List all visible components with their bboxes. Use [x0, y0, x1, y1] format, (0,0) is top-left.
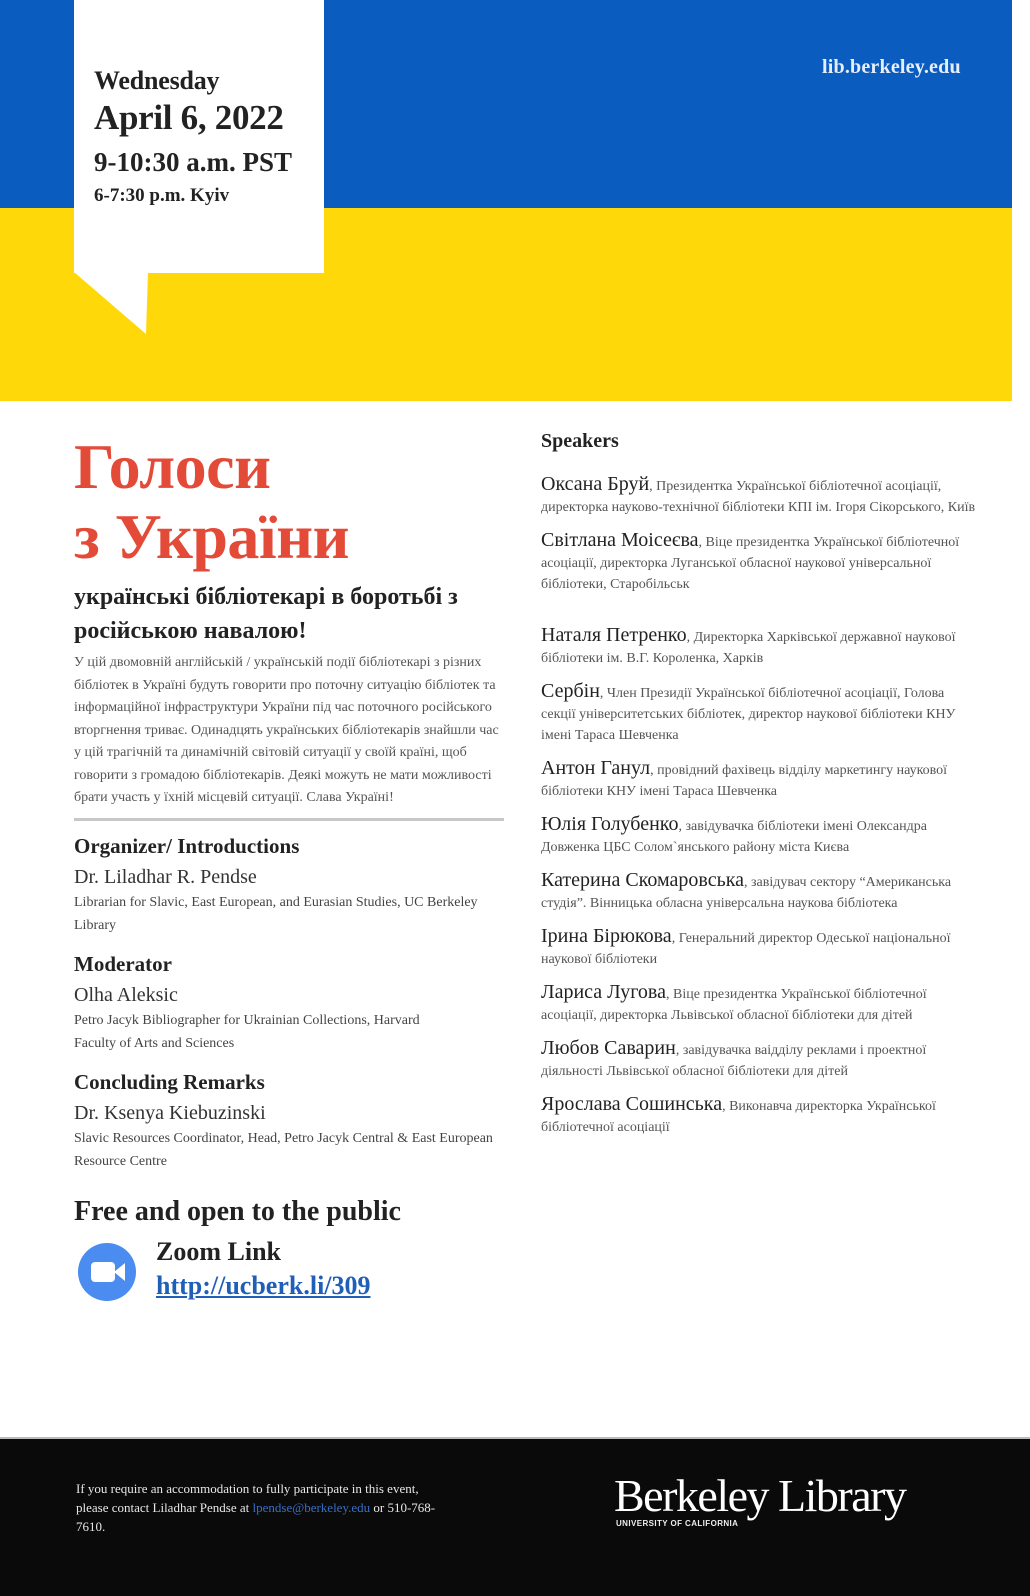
event-title-line1: Голоси [74, 431, 271, 502]
speaker-description: , Виконавча директорка Української бібліотечної асоціації [541, 1099, 936, 1135]
event-date: April 6, 2022 [94, 98, 284, 137]
speaker-description: , завідувачка бібліотеки імені Олександра Довженка ЦБС Солом`янського району міста Києва [541, 819, 927, 855]
speaker-item [541, 814, 981, 858]
role-heading: Moderator [74, 951, 172, 976]
speaker-item [541, 1038, 981, 1082]
person-title: Librarian for Slavic, East European, and Eurasian Studies, UC Berkeley Library [74, 894, 478, 933]
person-title: Petro Jacyk Bibliographer for Ukrainian Collections, Harvard Faculty of Arts and Sciences [74, 1012, 420, 1051]
speaker-item [541, 926, 981, 970]
speaker-name: Катерина Скомаровська [541, 869, 745, 891]
event-subtitle: українські бібліотекарі в боротьбі з російською навалою! [74, 584, 458, 644]
speaker-description: , Віце президентка Української бібліотечної асоціації, директорка Львівської обласної бібліотеки для дітей [541, 987, 927, 1023]
speaker-description: , завідувачка ваідділу реклами і проектної діяльності Львівської обласної бібліотеки для дітей [541, 1043, 927, 1079]
speaker-item [541, 982, 981, 1026]
speaker-name: Ірина Бірюкова [541, 925, 672, 947]
contact-phone-text: or 510-768-7610. [76, 1500, 436, 1534]
organizer-section [74, 833, 504, 937]
speaker-name: Любов Саварин [541, 1037, 676, 1059]
event-time-pst: 9-10:30 a.m. PST [94, 147, 292, 177]
accommodation-notice [76, 1479, 436, 1536]
speech-bubble-tail-icon [74, 272, 148, 336]
speaker-description: , Член Президії Української бібліотечної асоціації, Голова секції університетських бібліотек, директор наукової бібліотеки КНУ імені Тараса Шевченка [541, 686, 956, 743]
role-heading: Organizer/ Introductions [74, 833, 300, 858]
camera-lens-icon [114, 1263, 125, 1281]
speaker-item [541, 530, 981, 595]
event-day: Wednesday [94, 66, 220, 95]
zoom-url-link[interactable]: http://ucberk.li/309 [156, 1270, 371, 1300]
section-divider [74, 818, 504, 821]
footer [0, 1437, 1030, 1596]
person-name: Dr. Liladhar R. Pendse [74, 865, 257, 888]
speaker-name: Сербін [541, 680, 600, 702]
event-title-line2: з України [74, 501, 349, 572]
contact-email-link[interactable]: lpendse@berkeley.edu [252, 1500, 371, 1515]
person-title: Slavic Resources Coordinator, Head, Petro Jacyk Central & East European Resource Centre [74, 1130, 493, 1169]
speaker-item [541, 625, 981, 669]
speaker-description: , Директорка Харківської державної наукової бібліотеки ім. В.Г. Короленка, Харків [541, 630, 956, 666]
speaker-name: Світлана Моісеєва [541, 529, 699, 551]
speaker-name: Лариса Лугова [541, 981, 666, 1003]
event-title [74, 432, 504, 572]
free-admission-notice: Free and open to the public [74, 1195, 401, 1227]
speaker-description: , провідний фахівець відділу маркетингу наукової бібліотеки КНУ імені Тараса Шевченка [541, 763, 948, 799]
speaker-item [541, 1094, 981, 1138]
event-description: У цій двомовній англійській / українській події бібліотекарі з різних бібліотек в Україні будуть говорити про поточну ситуацію бібліотек та інформаційної інфраструктури України під час поточного російського вторгнення триває. Одинадцять українських бібліотекарів знайшли час у цій трагічній та динамічній світовій ситуації у своїй країні, щоб говорити з громадою бібліотекарів. Деякі можуть не мати можливості брати участь у їхній місцевій ситуації. Слава Україні! [74, 655, 499, 805]
speaker-name: Оксана Бруй [541, 473, 650, 495]
speaker-description: , Віце президентка Української бібліотечної асоціації, директорка Луганської обласної наукової універсальної бібліотеки, Старобільськ [541, 535, 960, 592]
zoom-link-label: Zoom Link [156, 1236, 281, 1266]
person-name: Dr. Ksenya Kiebuzinski [74, 1101, 266, 1124]
speaker-name: Антон Ганул [541, 757, 651, 779]
concluding-remarks-section [74, 1069, 504, 1173]
speaker-item [541, 474, 981, 518]
speaker-item [541, 870, 981, 914]
event-time-kyiv: 6-7:30 p.m. Kyiv [94, 185, 230, 206]
person-name: Olha Aleksic [74, 983, 178, 1006]
speaker-description: , завідувач сектору “Американська студія”. Вінницька обласна універсальна наукова бібліотека [541, 875, 952, 911]
speaker-item [541, 758, 981, 802]
moderator-section [74, 951, 504, 1055]
role-heading: Concluding Remarks [74, 1069, 265, 1094]
zoom-video-camera-icon[interactable] [78, 1243, 136, 1301]
berkeley-library-logo [614, 1470, 906, 1528]
speaker-name: Юлія Голубенко [541, 813, 679, 835]
logo-wordmark: Berkeley Library [614, 1470, 906, 1521]
speakers-column [541, 428, 981, 1138]
event-datetime [94, 66, 292, 208]
accommodation-text: If you require an accommodation to fully participate in this event, please contact Liladhar Pendse at [76, 1481, 419, 1515]
speaker-description: , Президентка Української бібліотечної асоціації, директорка науково-технічної бібліотеки КПІ ім. Ігоря Сікорського, Київ [541, 479, 976, 515]
flag-banner [0, 0, 1012, 401]
event-details-column [74, 432, 504, 1315]
speaker-item [541, 681, 981, 746]
camera-body-icon [91, 1262, 115, 1282]
zoom-link-block [74, 1235, 504, 1315]
speaker-name: Ярослава Сошинська [541, 1093, 723, 1115]
logo-subtitle: UNIVERSITY OF CALIFORNIA [616, 1519, 739, 1528]
site-url-link[interactable]: lib.berkeley.edu [822, 56, 961, 78]
speakers-heading: Speakers [541, 430, 619, 452]
speaker-name: Наталя Петренко [541, 624, 687, 646]
speaker-description: , Генеральний директор Одеської національної наукової бібліотеки [541, 931, 951, 967]
